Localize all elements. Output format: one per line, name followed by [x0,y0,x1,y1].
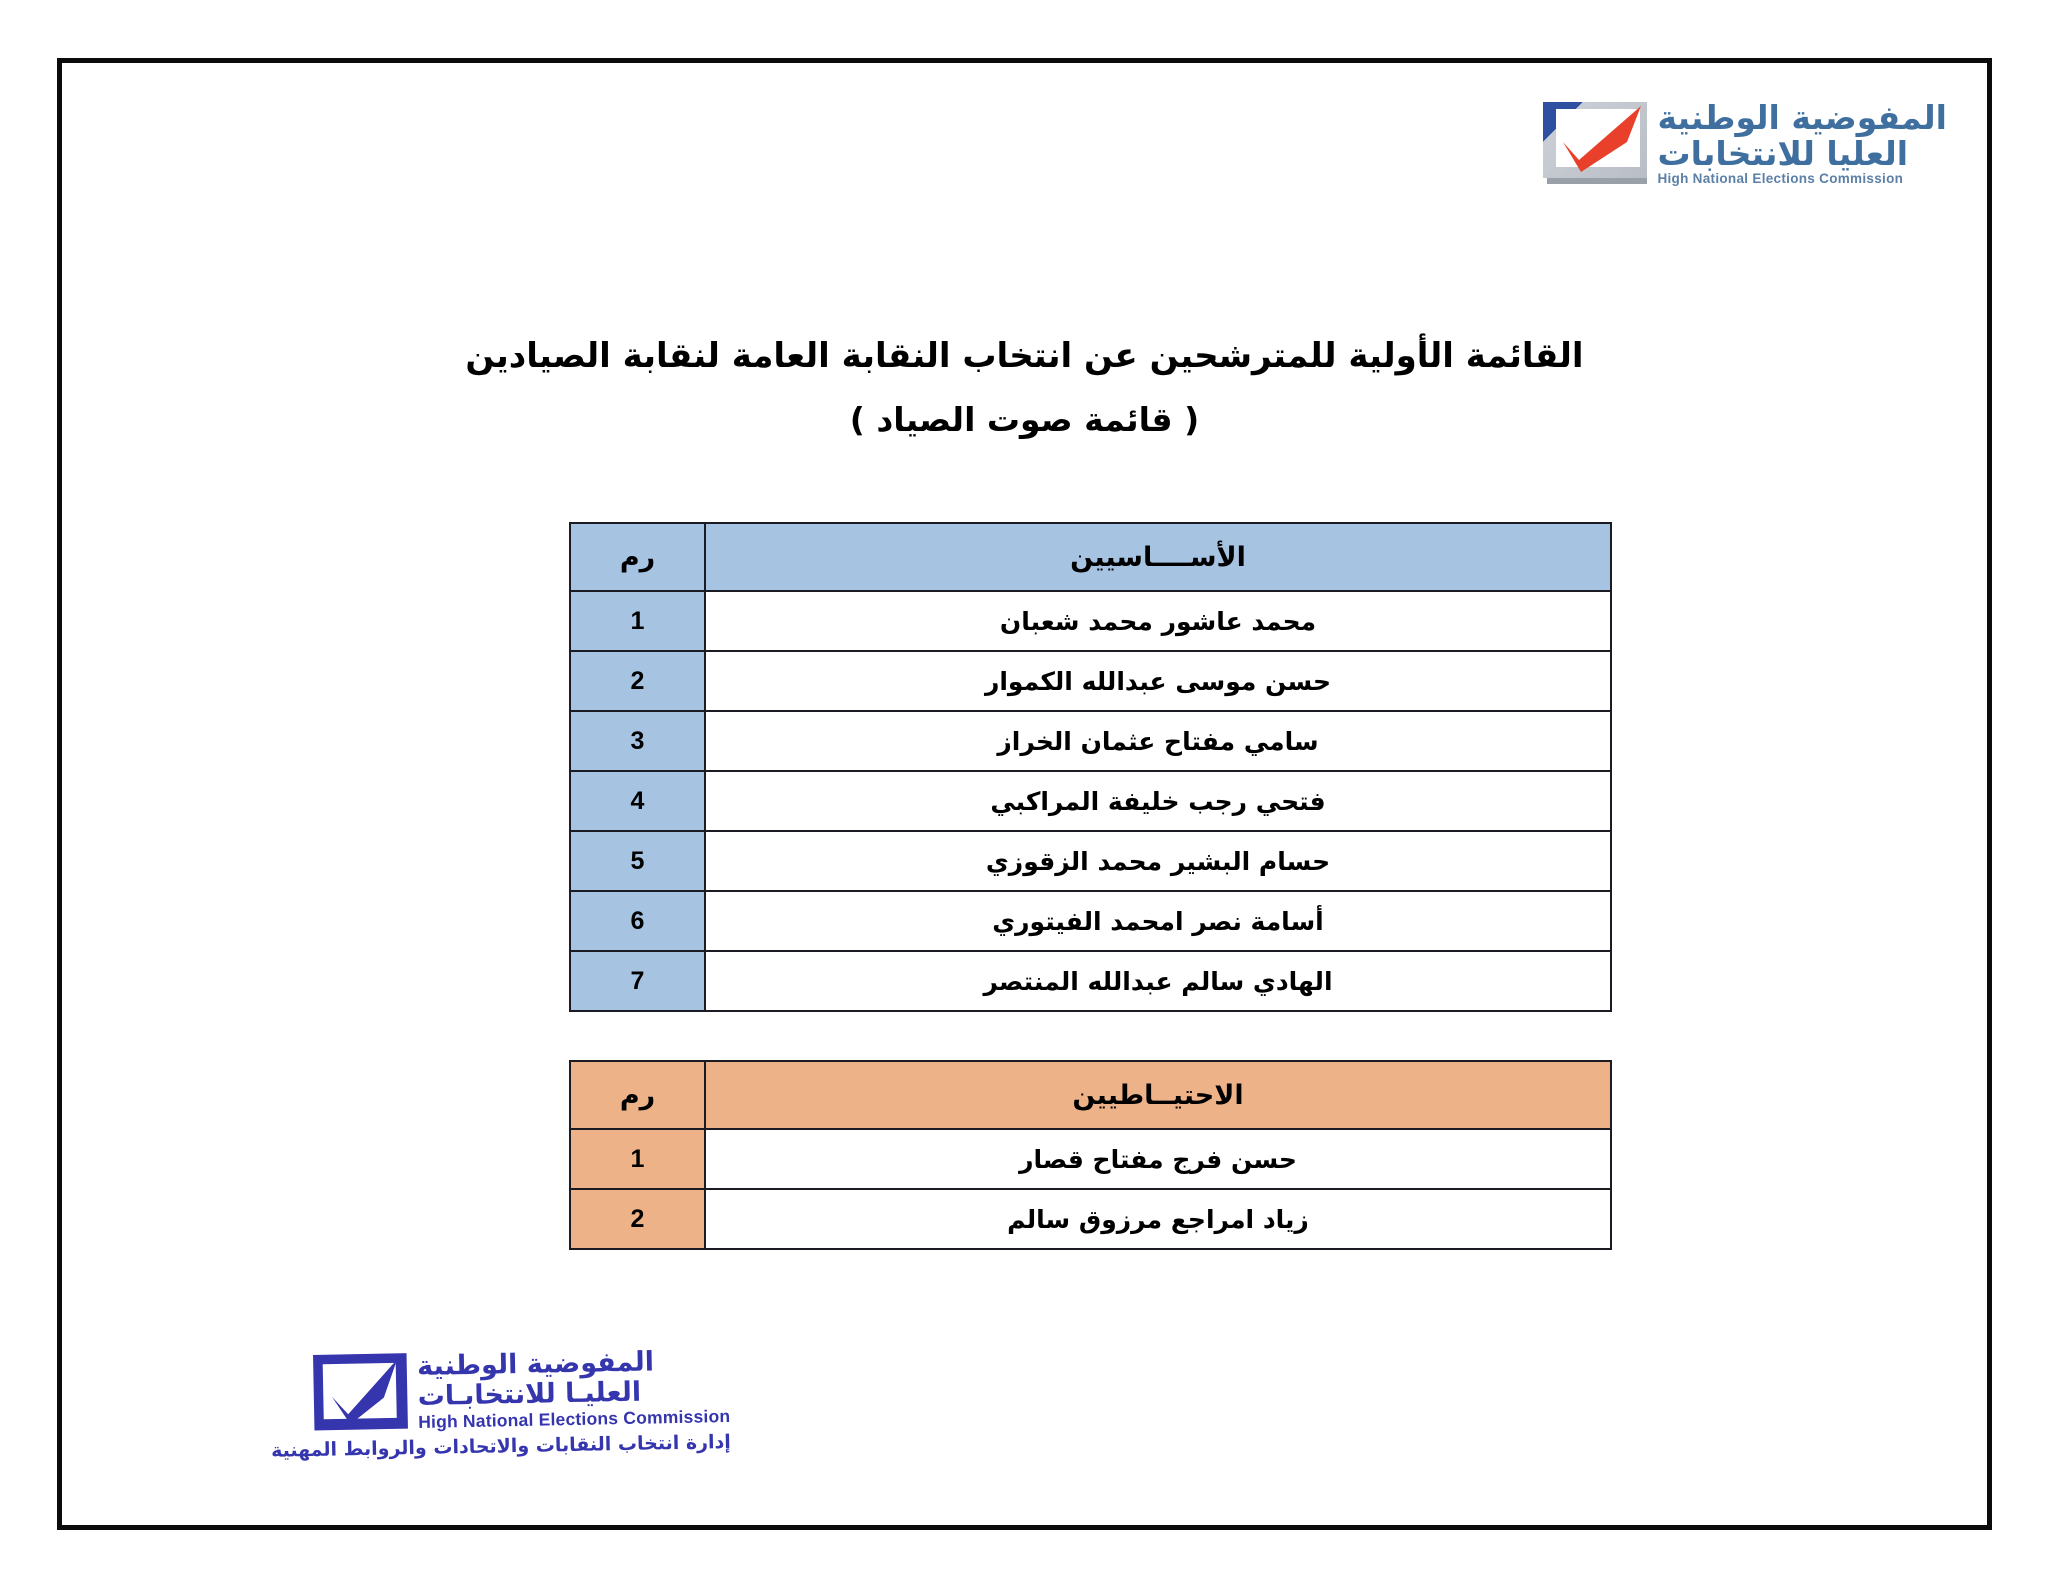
stamp-ballot-icon [313,1353,410,1433]
candidate-name: أسامة نصر امحمد الفيتوري [705,891,1611,951]
candidate-name: فتحي رجب خليفة المراكبي [705,771,1611,831]
candidate-number: 2 [570,651,705,711]
table-header-row [570,523,1611,591]
principals-header-number: رم [570,523,705,591]
candidate-number: 5 [570,831,705,891]
page-subtitle: ( قائمة صوت الصياد ) [849,399,1200,439]
candidate-name: سامي مفتاح عثمان الخراز [705,711,1611,771]
title-block [62,335,1987,439]
candidate-number: 4 [570,771,705,831]
candidate-number: 1 [570,1129,705,1189]
candidate-number: 7 [570,951,705,1011]
table-row [570,1129,1611,1189]
official-stamp [270,1346,731,1462]
header-logo-arabic-line2: العليا للانتخابات [1657,134,1909,173]
candidate-number: 6 [570,891,705,951]
candidate-number: 2 [570,1189,705,1249]
header-logo-arabic-line1: المفوضية الوطنية [1657,98,1947,137]
reserves-header-name: الاحتيــاطيين [705,1061,1611,1129]
principals-header-name: الأســــاسيين [705,523,1611,591]
table-header-row [570,1061,1611,1129]
stamp-arabic-line2: العليـا للانتخابـات [417,1376,642,1412]
table-row [570,591,1611,651]
checkmark-icon [1543,102,1647,184]
header-logo [1543,98,1947,186]
candidate-number: 1 [570,591,705,651]
candidate-name: حسام البشير محمد الزقوزي [705,831,1611,891]
candidate-name: الهادي سالم عبدالله المنتصر [705,951,1611,1011]
candidate-name: محمد عاشور محمد شعبان [705,591,1611,651]
table-row [570,951,1611,1011]
header-logo-text [1657,98,1947,186]
principals-table [569,522,1612,1012]
stamp-department-line: إدارة انتخاب النقابات والاتحادات والروابط المهنية [270,1430,731,1462]
stamp-text [417,1347,731,1431]
reserves-table [569,1060,1612,1250]
ballot-box-checkmark-icon [1543,102,1647,184]
table-row [570,711,1611,771]
table-row [570,831,1611,891]
stamp-english-line: High National Elections Commission [418,1405,731,1432]
table-row [570,651,1611,711]
page-title: القائمة الأولية للمترشحين عن انتخاب النقابة العامة لنقابة الصيادين [465,336,1584,376]
table-row [570,771,1611,831]
ballot-box-checkmark-icon [313,1353,410,1433]
candidate-number: 3 [570,711,705,771]
header-logo-english-line: High National Elections Commission [1657,171,1904,186]
stamp-top-row [309,1347,730,1434]
stamp-arabic-line1: المفوضية الوطنية [416,1346,655,1382]
document-page [57,58,1992,1530]
candidate-name: حسن فرج مفتاح قصار [705,1129,1611,1189]
reserves-header-number: رم [570,1061,705,1129]
table-row [570,891,1611,951]
candidate-name: حسن موسى عبدالله الكموار [705,651,1611,711]
table-row [570,1189,1611,1249]
candidate-name: زياد امراجع مرزوق سالم [705,1189,1611,1249]
